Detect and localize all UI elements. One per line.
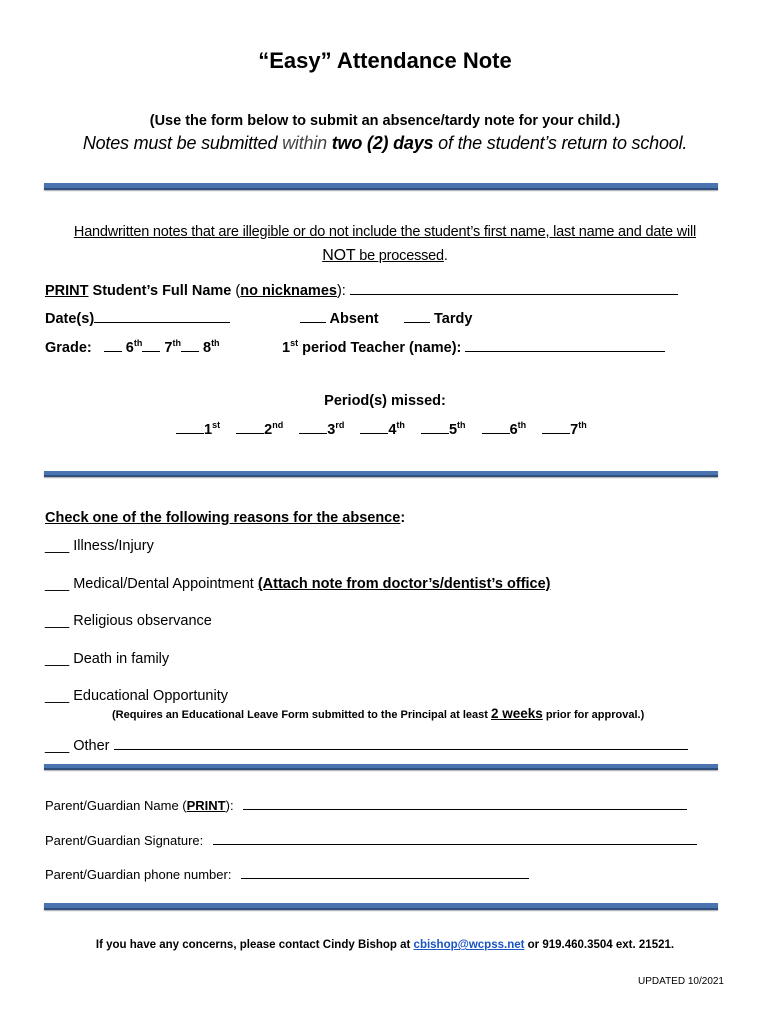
legibility-warning: Handwritten notes that are illegible or do not include the student’s first name, last name and date will NOT be processed. (73, 224, 697, 264)
updated-date: UPDATED 10/2021 (638, 976, 724, 987)
teacher-name-field[interactable] (465, 339, 665, 352)
student-name-row: PRINT Student’s Full Name (no nicknames): (45, 282, 678, 299)
page-title: “Easy” Attendance Note (258, 48, 512, 73)
educational-leave-note: (Requires an Educational Leave Form submitted to the Principal at least 2 weeks prior for approval.) (112, 706, 645, 721)
periods-label: Period(s) missed: (324, 393, 446, 409)
parent-signature-field[interactable] (213, 832, 697, 845)
period-checkbox[interactable] (542, 421, 570, 434)
parent-name-field[interactable] (243, 797, 687, 810)
divider-1 (44, 183, 718, 190)
absent-option: Absent (300, 310, 379, 327)
student-name-field[interactable] (350, 282, 678, 295)
submission-deadline: Notes must be submitted within two (2) days of the student’s return to school. (82, 133, 688, 153)
period-item: 6th (482, 422, 527, 438)
tardy-option: Tardy (404, 310, 472, 327)
reason-checkbox[interactable]: ___ (45, 576, 70, 592)
teacher-row: 1st period Teacher (name): (282, 339, 665, 356)
parent-phone-row: Parent/Guardian phone number: (45, 866, 529, 882)
grade-8-checkbox[interactable] (181, 339, 199, 352)
dates-row (45, 310, 230, 327)
periods-list (176, 421, 587, 438)
tardy-checkbox[interactable] (404, 310, 430, 323)
form-subtitle: (Use the form below to submit an absence/tardy note for your child.) (149, 113, 621, 129)
reasons-heading: Check one of the following reasons for the absence: (45, 510, 406, 526)
reason-checkbox[interactable]: ___ (45, 613, 70, 629)
period-item: 5th (421, 422, 466, 438)
absent-checkbox[interactable] (300, 310, 326, 323)
reason-checkbox[interactable]: ___ (45, 651, 70, 667)
reason-death: ___ Death in family (45, 651, 170, 667)
print-label: PRINT (45, 283, 89, 299)
reason-checkbox[interactable]: ___ (45, 688, 70, 704)
reason-checkbox[interactable]: ___ (45, 738, 70, 754)
parent-name-row: Parent/Guardian Name (PRINT): (45, 797, 687, 813)
period-item: 2nd (236, 422, 283, 438)
reason-medical: ___ Medical/Dental Appointment (Attach note from doctor’s/dentist’s office) (45, 576, 551, 592)
period-checkbox[interactable] (360, 421, 388, 434)
other-reason-field[interactable] (114, 737, 688, 750)
grade-7-checkbox[interactable] (142, 339, 160, 352)
period-checkbox[interactable] (236, 421, 264, 434)
period-item: 3rd (299, 422, 344, 438)
medical-note: (Attach note from doctor’s/dentist’s office) (257, 576, 551, 592)
period-checkbox[interactable] (482, 421, 510, 434)
period-item: 1st (176, 422, 220, 438)
divider-2 (44, 471, 718, 477)
contact-email-link[interactable]: cbishop@wcpss.net (413, 939, 525, 951)
period-checkbox[interactable] (176, 421, 204, 434)
divider-4 (44, 903, 718, 910)
reason-educational: ___ Educational Opportunity (45, 688, 228, 704)
reason-religious: ___ Religious observance (45, 613, 212, 629)
divider-3 (44, 764, 718, 770)
parent-phone-field[interactable] (241, 866, 529, 879)
grade-6-checkbox[interactable] (104, 339, 122, 352)
reason-checkbox[interactable]: ___ (45, 538, 70, 554)
dates-label: Date(s) (45, 311, 95, 327)
dates-field[interactable] (94, 310, 230, 323)
contact-info: If you have any concerns, please contact Cindy Bishop at cbishop@wcpss.net or 919.460.3504 ext. 21521. (95, 939, 675, 951)
period-checkbox[interactable] (421, 421, 449, 434)
parent-signature-row: Parent/Guardian Signature: (45, 832, 697, 848)
period-item: 4th (360, 422, 405, 438)
period-item: 7th (542, 422, 587, 438)
reason-other: ___ Other (45, 737, 688, 754)
grade-row: Grade: 6th 7th 8th (45, 338, 220, 356)
reason-illness: ___ Illness/Injury (45, 538, 154, 554)
period-checkbox[interactable] (299, 421, 327, 434)
